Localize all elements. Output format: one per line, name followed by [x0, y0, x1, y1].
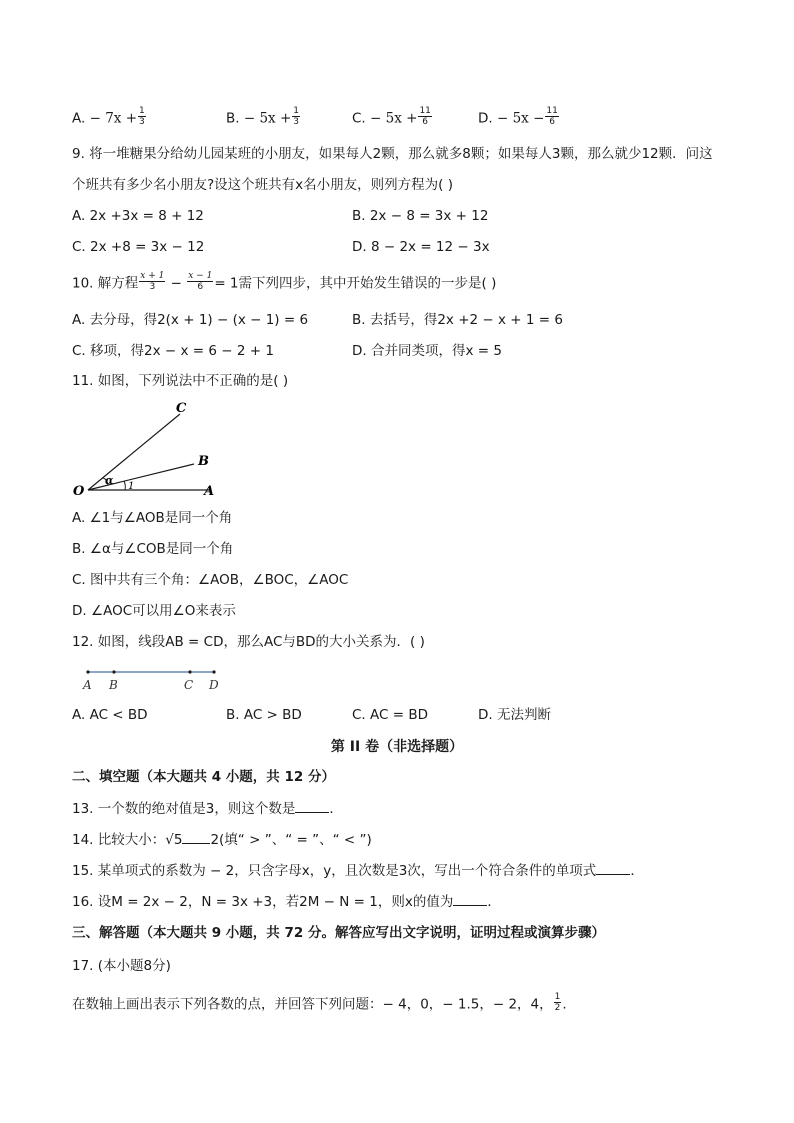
- q8-option-b: [226, 108, 301, 129]
- q12-option-a: A. AC < BD: [72, 707, 148, 723]
- option-label: A.: [72, 110, 86, 127]
- q9-stem-line1: 9. 将一堆糖果分给幼儿园某班的小朋友，如果每人2颗，那么就多8颗；如果每人3颗，那么就少12颗．问这: [72, 146, 713, 162]
- q14-end: 2(填“ > ”、“ = ”、“ < ”): [210, 832, 372, 848]
- q17-text: 在数轴上画出表示下列各数的点，并回答下列问题：− 4，0，− 1.5，− 2，4，: [72, 996, 553, 1013]
- denominator: 6: [197, 282, 204, 292]
- point-d: [212, 670, 215, 673]
- segment-figure: [80, 664, 230, 694]
- q8-option-a: [72, 108, 147, 129]
- q12-option-d: D. 无法判断: [478, 707, 551, 723]
- numerator: 1: [293, 106, 300, 116]
- q10-prefix: 10. 解方程: [72, 275, 139, 292]
- q11-option-c: C. 图中共有三个角：∠AOB，∠BOC，∠AOC: [72, 572, 349, 588]
- fraction: [292, 106, 300, 127]
- q16-text: 16. 设M = 2x − 2，N = 3x +3，若2M − N = 1，则x的值为: [72, 894, 454, 910]
- q8-option-c: [352, 108, 433, 129]
- q16: [72, 893, 501, 911]
- q10-option-c: C. 移项，得2x − x = 6 − 2 + 1: [72, 343, 274, 359]
- label-d: D: [209, 678, 219, 692]
- q9-option-c: C. 2x +8 = 3x − 12: [72, 239, 205, 255]
- q15-text: 15. 某单项式的系数为 − 2，只含字母x，y，且次数是3次，写出一个符合条件的单项式: [72, 863, 597, 879]
- fraction: [138, 106, 146, 127]
- option-expression: − 5x +: [243, 110, 292, 127]
- option-expression: − 7x +: [89, 110, 138, 127]
- q11-option-d: D. ∠AOC可以用∠O来表示: [72, 603, 236, 619]
- q17-end: .: [562, 996, 567, 1013]
- label-c: C: [184, 678, 194, 692]
- q16-end: ．: [487, 894, 501, 910]
- q12-option-b: B. AC > BD: [226, 707, 302, 723]
- answer-blank: [453, 893, 487, 906]
- denominator: 3: [293, 117, 300, 127]
- q12-stem: 12. 如图，线段AB = CD，那么AC与BD的大小关系为．( ): [72, 634, 425, 650]
- numerator: 11: [546, 106, 558, 116]
- q11-stem: 11. 如图，下列说法中不正确的是( ): [72, 373, 289, 389]
- part-ii-title: 第 II 卷（非选择题）: [330, 739, 464, 755]
- numerator: x + 1: [140, 271, 165, 281]
- answer-blank: [596, 862, 630, 875]
- minus-sign: −: [170, 275, 182, 292]
- fraction: [545, 106, 558, 127]
- point-c: [188, 670, 191, 673]
- q17-heading: 17. (本小题8分): [72, 958, 171, 974]
- denominator: 3: [149, 282, 156, 292]
- q10-stem: [72, 273, 496, 294]
- fraction: [418, 106, 431, 127]
- q9-option-d: D. 8 − 2x = 12 − 3x: [352, 239, 490, 255]
- label-a: A: [204, 484, 215, 499]
- denominator: 6: [422, 117, 429, 127]
- angle-figure: [70, 398, 230, 502]
- q10-option-a: A. 去分母，得2(x + 1) − (x − 1) = 6: [72, 312, 309, 328]
- label-c: C: [176, 401, 187, 416]
- q9-option-a: A. 2x +3x = 8 + 12: [72, 208, 204, 224]
- q15: [72, 862, 644, 880]
- option-expression: − 5x −: [496, 110, 545, 127]
- q14-text: 14. 比较大小：√5: [72, 832, 183, 848]
- q9-stem-line2: 个班共有多少名小朋友?设这个班共有x名小朋友，则列方程为( ): [72, 177, 453, 193]
- label-b: B: [198, 454, 209, 469]
- denominator: 3: [139, 117, 145, 127]
- label-alpha: α: [105, 474, 114, 487]
- fraction: [187, 271, 213, 292]
- q13: [72, 800, 343, 818]
- q8-option-d: [478, 108, 560, 129]
- point-a: [86, 670, 89, 673]
- angle-arc-1: [124, 481, 125, 490]
- q10-suffix: = 1需下列四步，其中开始发生错误的一步是( ): [214, 275, 497, 292]
- q14: [72, 831, 372, 849]
- answer-blank: [295, 800, 329, 813]
- option-label: C.: [352, 110, 366, 127]
- numerator: x − 1: [188, 271, 213, 281]
- label-1: 1: [128, 481, 135, 492]
- section-fill-in-heading: 二、填空题（本大题共 4 小题，共 12 分）: [72, 769, 335, 785]
- numerator: 1: [139, 106, 145, 116]
- option-expression: − 5x +: [370, 110, 418, 127]
- fraction: [554, 992, 562, 1013]
- q9-option-b: B. 2x − 8 = 3x + 12: [352, 208, 489, 224]
- q11-option-a: A. ∠1与∠AOB是同一个角: [72, 510, 233, 526]
- point-b: [112, 670, 115, 673]
- q10-option-b: B. 去括号，得2x +2 − x + 1 = 6: [352, 312, 563, 328]
- denominator: 6: [549, 117, 555, 127]
- label-b: B: [109, 678, 118, 692]
- q13-text: 13. 一个数的绝对值是3，则这个数是: [72, 801, 296, 817]
- denominator: 2: [554, 1003, 561, 1013]
- fraction: [139, 271, 165, 292]
- option-label: D.: [478, 110, 493, 127]
- q17-body: [72, 994, 567, 1015]
- option-label: B.: [226, 110, 240, 127]
- q13-end: ．: [329, 801, 343, 817]
- numerator: 11: [419, 106, 431, 116]
- q12-option-c: C. AC = BD: [352, 707, 428, 723]
- label-a: A: [83, 678, 92, 692]
- q15-end: ．: [630, 863, 644, 879]
- section-solve-heading: 三、解答题（本大题共 9 小题，共 72 分。解答应写出文字说明，证明过程或演算步骤）: [72, 925, 605, 941]
- numerator: 1: [554, 992, 561, 1002]
- q11-option-b: B. ∠α与∠COB是同一个角: [72, 541, 234, 557]
- answer-blank: [182, 831, 210, 844]
- label-o: O: [73, 484, 85, 499]
- q10-option-d: D. 合并同类项，得x = 5: [352, 343, 502, 359]
